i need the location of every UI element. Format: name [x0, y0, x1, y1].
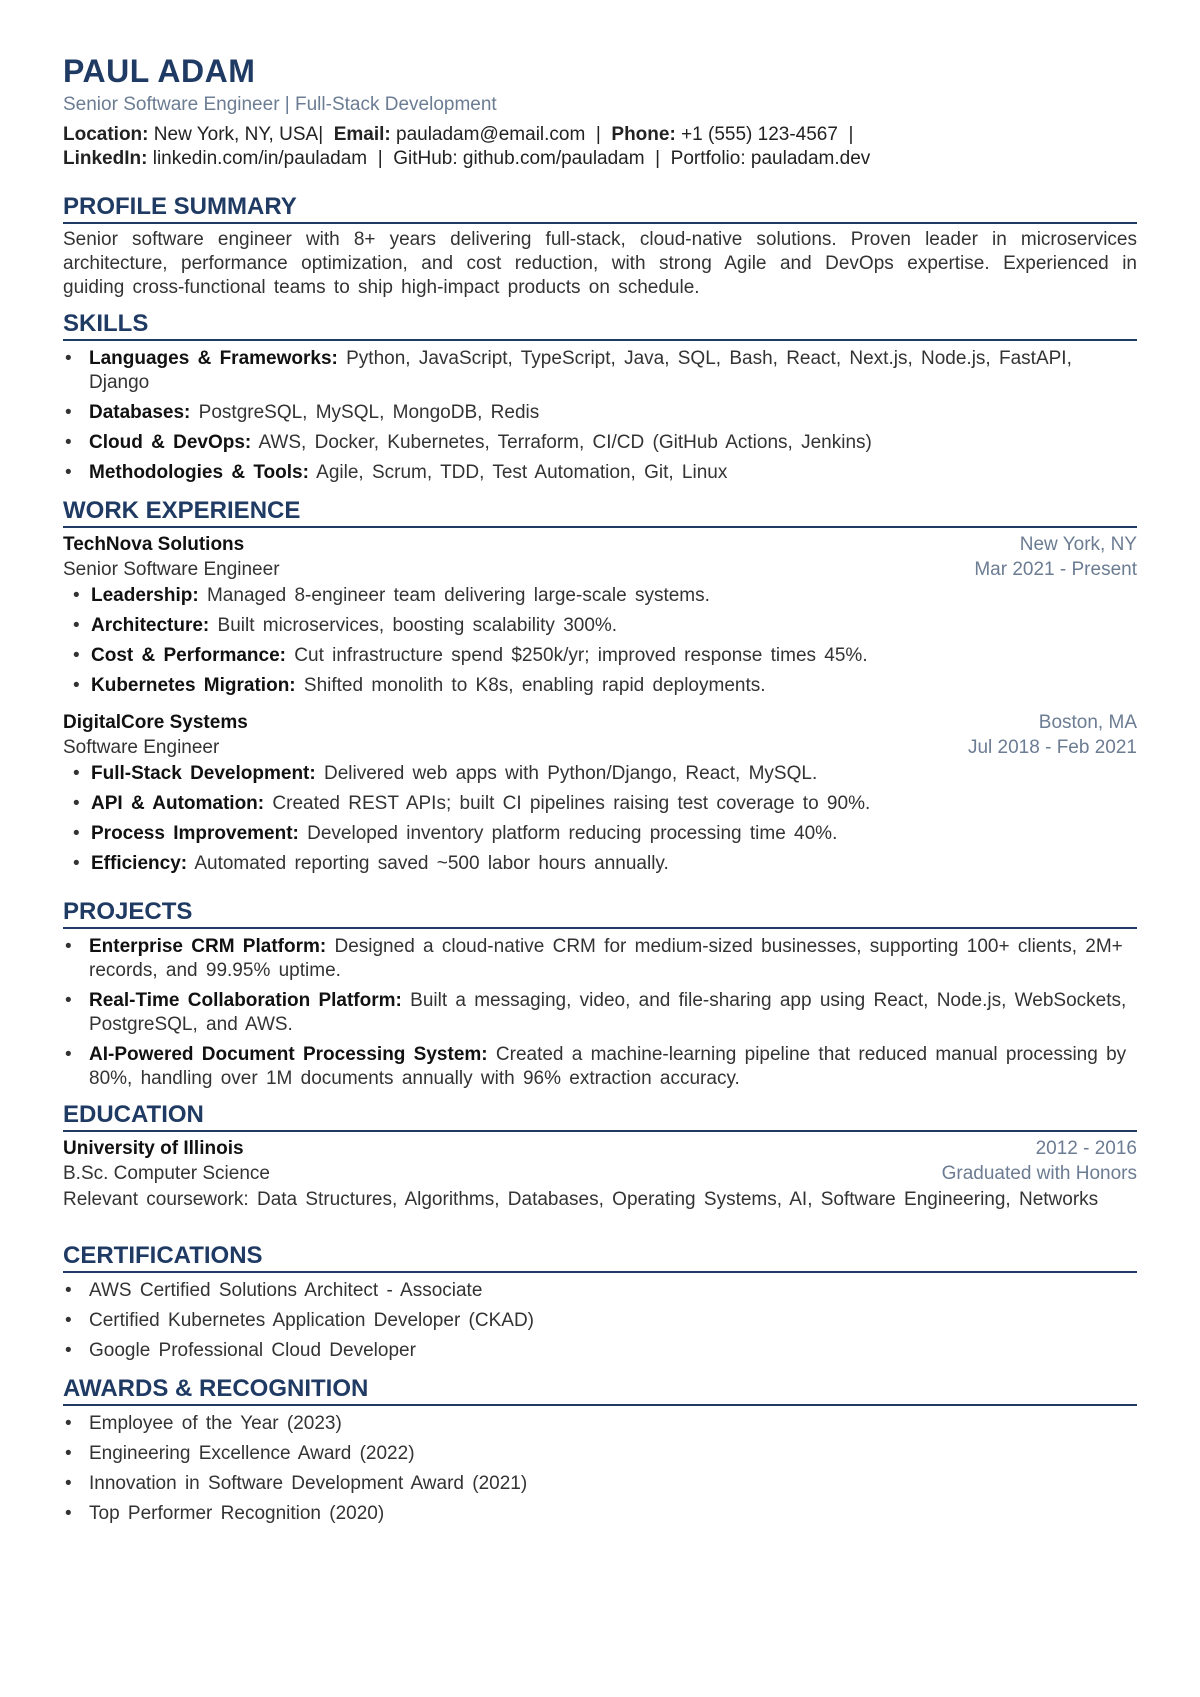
- job-role: Senior Software Engineer: [63, 559, 280, 580]
- achievement-text: Shifted monolith to K8s, enabling rapid deployments.: [303, 675, 766, 696]
- education-heading: EDUCATION: [63, 1101, 1137, 1132]
- achievement-item: [63, 584, 1137, 608]
- portfolio-link[interactable]: Portfolio: pauladam.dev: [670, 148, 871, 169]
- contact-line-1: Location: New York, NY, USA| Email: pauladam@email.com | Phone: +1 (555) 123-4567 |: [63, 124, 854, 145]
- achievement-item: [63, 674, 1137, 698]
- achievement-item: [63, 792, 1137, 816]
- project-item: [63, 1043, 1137, 1091]
- job-subheader: [63, 557, 1137, 582]
- job-entry: [63, 532, 1137, 698]
- school-name: University of Illinois: [63, 1138, 244, 1159]
- education-header: [63, 1136, 1137, 1161]
- award-item: • Employee of the Year (2023): [63, 1412, 1137, 1436]
- education-subheader: [63, 1161, 1137, 1186]
- skill-values: Agile, Scrum, TDD, Test Automation, Git, Linux: [316, 462, 728, 483]
- skill-values: PostgreSQL, MySQL, MongoDB, Redis: [198, 402, 540, 423]
- achievement-item: [63, 822, 1137, 846]
- achievement-label: Efficiency:: [91, 853, 188, 874]
- certification-item: • Google Professional Cloud Developer: [63, 1339, 1137, 1363]
- projects-heading: PROJECTS: [63, 898, 1137, 929]
- job-company: TechNova Solutions: [63, 534, 245, 555]
- education-years: 2012 - 2016: [1035, 1138, 1137, 1159]
- project-description: Created a machine-learning pipeline that reduced manual processing by 80%, handling over 1M documents annually with 96% extraction accuracy.: [89, 1044, 1127, 1089]
- project-description: Built a messaging, video, and file-sharing app using React, Node.js, WebSockets, PostgreSQL, and AWS.: [89, 990, 1127, 1035]
- skill-category: Methodologies & Tools:: [89, 462, 309, 483]
- skill-item: [63, 347, 1137, 395]
- profile-summary-heading: PROFILE SUMMARY: [63, 193, 1137, 224]
- job-location: Boston, MA: [1038, 712, 1137, 733]
- achievement-label: Kubernetes Migration:: [91, 675, 296, 696]
- achievement-text: Created REST APIs; built CI pipelines raising test coverage to 90%.: [272, 793, 871, 814]
- location-value: New York, NY, USA: [153, 124, 319, 145]
- skills-heading: SKILLS: [63, 310, 1137, 341]
- award-item: • Top Performer Recognition (2020): [63, 1502, 1137, 1526]
- degree: B.Sc. Computer Science: [63, 1163, 270, 1184]
- awards-heading: AWARDS & RECOGNITION: [63, 1375, 1137, 1406]
- certifications-list: [63, 1279, 1137, 1363]
- linkedin-label: LinkedIn:: [63, 148, 148, 169]
- achievement-text: Delivered web apps with Python/Django, React, MySQL.: [324, 763, 818, 784]
- achievement-text: Built microservices, boosting scalability 300%.: [217, 615, 618, 636]
- skill-category: Databases:: [89, 402, 191, 423]
- award-item: • Innovation in Software Development Award (2021): [63, 1472, 1137, 1496]
- phone-value[interactable]: +1 (555) 123-4567: [681, 124, 838, 145]
- skill-category: Languages & Frameworks:: [89, 348, 338, 369]
- job-header: [63, 710, 1137, 735]
- skill-values: AWS, Docker, Kubernetes, Terraform, CI/CD (GitHub Actions, Jenkins): [258, 432, 872, 453]
- skills-list: [63, 347, 1137, 485]
- achievement-label: Full-Stack Development:: [91, 763, 316, 784]
- certification-item: • Certified Kubernetes Application Developer (CKAD): [63, 1309, 1137, 1333]
- project-item: [63, 935, 1137, 983]
- achievement-item: [63, 762, 1137, 786]
- coursework: Relevant coursework: Data Structures, Algorithms, Databases, Operating Systems, AI, Software Engineering, Networks: [63, 1189, 1099, 1210]
- project-item: [63, 989, 1137, 1037]
- project-description: Designed a cloud-native CRM for medium-sized businesses, supporting 100+ clients, 2M+ records, and 99.95% uptime.: [89, 936, 1123, 981]
- achievement-label: API & Automation:: [91, 793, 265, 814]
- skill-item: [63, 431, 1137, 455]
- achievement-label: Leadership:: [91, 585, 199, 606]
- skill-category: Cloud & DevOps:: [89, 432, 252, 453]
- github-link[interactable]: GitHub: github.com/pauladam: [393, 148, 645, 169]
- achievement-text: Automated reporting saved ~500 labor hours annually.: [194, 853, 669, 874]
- job-achievements: [63, 762, 1137, 876]
- achievement-text: Cut infrastructure spend $250k/yr; improved response times 45%.: [294, 645, 868, 666]
- achievement-label: Cost & Performance:: [91, 645, 286, 666]
- email-label: Email:: [333, 124, 391, 145]
- candidate-headline: Senior Software Engineer | Full-Stack Development: [63, 94, 497, 115]
- job-achievements: [63, 584, 1137, 698]
- project-name: AI-Powered Document Processing System:: [89, 1044, 488, 1065]
- email-value[interactable]: pauladam@email.com: [396, 124, 586, 145]
- candidate-name: PAUL ADAM: [63, 53, 256, 89]
- job-header: [63, 532, 1137, 557]
- achievement-label: Architecture:: [91, 615, 210, 636]
- linkedin-link[interactable]: linkedin.com/in/pauladam: [152, 148, 368, 169]
- achievement-item: [63, 644, 1137, 668]
- projects-list: [63, 935, 1137, 1091]
- awards-list: [63, 1412, 1137, 1526]
- honors: Graduated with Honors: [941, 1163, 1137, 1184]
- phone-label: Phone:: [611, 124, 676, 145]
- achievement-label: Process Improvement:: [91, 823, 299, 844]
- profile-summary-text: Senior software engineer with 8+ years delivering full-stack, cloud-native solutions. Proven leader in microservices architecture, performance optimization, and cost reduction, with strong Agile and DevOps expertise. Experienced in guiding cross-functional teams to ship high-impact products on schedule.: [63, 229, 1137, 298]
- skill-values: Python, JavaScript, TypeScript, Java, SQL, Bash, React, Next.js, Node.js, FastAPI, Django: [89, 348, 1072, 393]
- certifications-heading: CERTIFICATIONS: [63, 1242, 1137, 1273]
- achievement-item: [63, 852, 1137, 876]
- education-entry: [63, 1136, 1137, 1212]
- project-name: Enterprise CRM Platform:: [89, 936, 327, 957]
- achievement-text: Managed 8-engineer team delivering large-scale systems.: [206, 585, 710, 606]
- job-dates: Mar 2021 - Present: [974, 559, 1137, 580]
- work-experience-heading: WORK EXPERIENCE: [63, 497, 1137, 528]
- job-dates: Jul 2018 - Feb 2021: [967, 737, 1137, 758]
- project-name: Real-Time Collaboration Platform:: [89, 990, 402, 1011]
- skill-item: [63, 401, 1137, 425]
- job-subheader: [63, 735, 1137, 760]
- job-company: DigitalCore Systems: [63, 712, 248, 733]
- certification-item: • AWS Certified Solutions Architect - Associate: [63, 1279, 1137, 1303]
- achievement-item: [63, 614, 1137, 638]
- contact-line-2: LinkedIn: linkedin.com/in/pauladam | GitHub: github.com/pauladam | Portfolio: pauladam.dev: [63, 148, 871, 169]
- skill-item: [63, 461, 1137, 485]
- location-label: Location:: [63, 124, 149, 145]
- job-entry: [63, 710, 1137, 876]
- award-item: • Engineering Excellence Award (2022): [63, 1442, 1137, 1466]
- job-location: New York, NY: [1019, 534, 1137, 555]
- achievement-text: Developed inventory platform reducing processing time 40%.: [307, 823, 838, 844]
- contact-info: [63, 123, 1137, 171]
- job-role: Software Engineer: [63, 737, 220, 758]
